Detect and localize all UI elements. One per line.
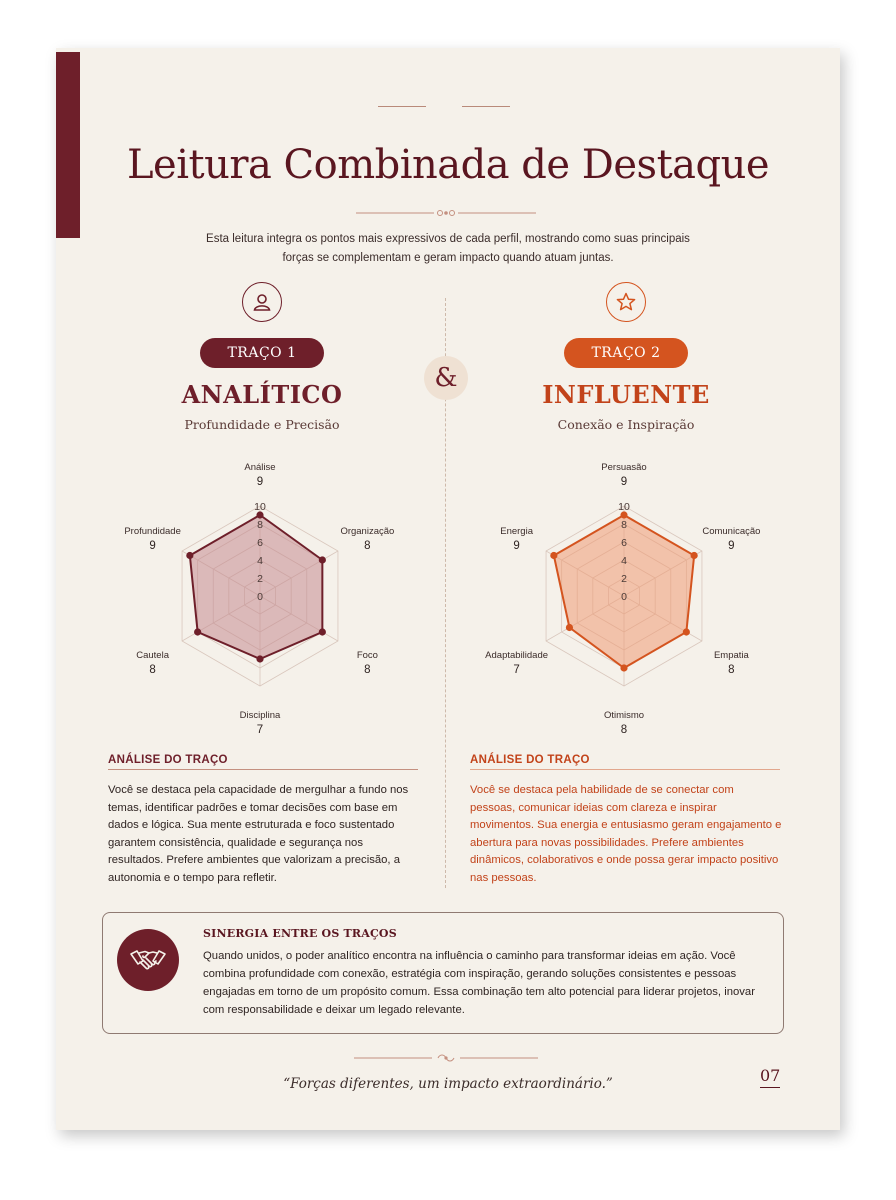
- radar-axis-value: 9: [728, 540, 735, 552]
- radar-axis-label: Energia: [500, 526, 533, 537]
- radar-axis-value: 8: [149, 664, 156, 676]
- radar-axis-label: Profundidade: [124, 526, 181, 537]
- radar-axis-label: Disciplina: [239, 710, 281, 721]
- radar-data-point: [194, 628, 201, 635]
- radar-data-point: [319, 628, 326, 635]
- radar-scale-tick: 0: [621, 591, 627, 603]
- radar-scale-tick: 10: [618, 501, 630, 513]
- radar-data-point: [683, 628, 690, 635]
- radar-axis-value: 8: [364, 540, 371, 552]
- radar-data-point: [620, 664, 627, 671]
- title-ornament-icon: [356, 208, 536, 218]
- radar-axis-value: 7: [513, 664, 520, 676]
- radar-axis-value: 9: [256, 476, 264, 488]
- radar-data-point: [550, 552, 557, 559]
- person-icon: [242, 282, 282, 322]
- radar-axis-label: Adaptabilidade: [485, 650, 549, 661]
- bottom-ornament-icon: [354, 1052, 538, 1064]
- radar-axis-value: 9: [513, 540, 520, 552]
- footer-quote: “Forças diferentes, um impacto extraordinário.”: [283, 1076, 613, 1092]
- radar-scale-tick: 6: [621, 537, 627, 549]
- trait1-analysis-heading: ANÁLISE DO TRAÇO: [108, 754, 418, 770]
- radar-axis-value: 8: [728, 664, 735, 676]
- trait2-radar-chart: [454, 456, 794, 742]
- radar-axis-label: Análise: [244, 462, 276, 473]
- trait2-header: [476, 282, 776, 432]
- radar-data-point: [256, 655, 263, 662]
- radar-axis-label: Foco: [356, 650, 378, 661]
- radar-axis-value: 9: [620, 476, 628, 488]
- trait1-radar-chart: [90, 456, 430, 742]
- radar-scale-tick: 8: [257, 519, 263, 531]
- intro-text: Esta leitura integra os pontos mais expressivos de cada perfil, mostrando como suas principais forças se complementam e geram impacto quando atuam juntas.: [206, 233, 690, 264]
- radar-axis-value: 9: [149, 540, 156, 552]
- handshake-icon: [117, 929, 179, 991]
- top-ornament-line-left: [378, 106, 426, 107]
- radar-axis-value: 7: [256, 724, 264, 736]
- radar-axis-label: Persuasão: [601, 462, 647, 473]
- page: [56, 48, 840, 1130]
- trait2-subtitle: Conexão e Inspiração: [557, 417, 695, 432]
- radar-scale-tick: 8: [621, 519, 627, 531]
- synergy-box: [102, 912, 784, 1034]
- trait2-name: INFLUENTE: [542, 380, 710, 409]
- page-title: Leitura Combinada de Destaque: [126, 142, 770, 188]
- trait1-analysis-text: Você se destaca pela capacidade de mergulhar a fundo nos temas, identificar padrões e tomar decisões com base em dados e lógica. Sua mente estruturada e foco sustentado garantem consistência, qualidade e segurança nos resultados. Prefere ambientes que valorizam a precisão, a autonomia e o tempo para refletir.: [108, 784, 409, 884]
- trait2-badge: TRAÇO 2: [564, 338, 688, 368]
- ampersand-badge: &: [424, 356, 468, 400]
- radar-scale-tick: 2: [621, 573, 627, 585]
- radar-data-point: [186, 552, 193, 559]
- trait1-subtitle: Profundidade e Precisão: [184, 417, 340, 432]
- synergy-heading: SINERGIA ENTRE OS TRAÇOS: [203, 927, 397, 940]
- trait2-analysis-heading: ANÁLISE DO TRAÇO: [470, 754, 780, 770]
- radar-axis-value: 8: [364, 664, 371, 676]
- radar-data-point: [566, 624, 573, 631]
- trait1-header: [112, 282, 412, 432]
- radar-axis-value: 8: [620, 724, 628, 736]
- radar-scale-tick: 4: [621, 555, 627, 567]
- radar-axis-label: Empatia: [713, 650, 749, 661]
- page-number: 07: [760, 1066, 780, 1088]
- radar-axis-label: Otimismo: [603, 710, 645, 721]
- top-ornament-line-right: [462, 106, 510, 107]
- radar-axis-label: Comunicação: [702, 526, 761, 537]
- radar-scale-tick: 6: [257, 537, 263, 549]
- radar-scale-tick: 2: [257, 573, 263, 585]
- radar-axis-label: Organização: [340, 526, 395, 537]
- trait1-badge: TRAÇO 1: [200, 338, 324, 368]
- radar-scale-tick: 0: [257, 591, 263, 603]
- synergy-text: Quando unidos, o poder analítico encontra na influência o caminho para transformar ideias em ação. Você combina profundidade com conexão, estratégia com inspiração, gerando soluções consistentes e pessoas engajadas em torno de um propósito comum. Essa combinação tem alto potencial para liderar projetos, inovar com responsabilidade e deixar um legado relevante.: [203, 950, 755, 1016]
- radar-data-point: [319, 556, 326, 563]
- radar-data-point: [691, 552, 698, 559]
- radar-scale-tick: 10: [254, 501, 266, 513]
- radar-axis-label: Cautela: [136, 650, 169, 661]
- radar-scale-tick: 4: [257, 555, 263, 567]
- trait1-name: ANALÍTICO: [181, 380, 343, 409]
- star-icon: [606, 282, 646, 322]
- trait2-analysis-text: Você se destaca pela habilidade de se conectar com pessoas, comunicar ideias com clareza e inspirar movimentos. Sua energia e entusiasmo geram engajamento e abertura para novas possibilidades. Prefere ambientes dinâmicos, colaborativos e onde possa gerar impacto positivo nas pessoas.: [470, 784, 782, 884]
